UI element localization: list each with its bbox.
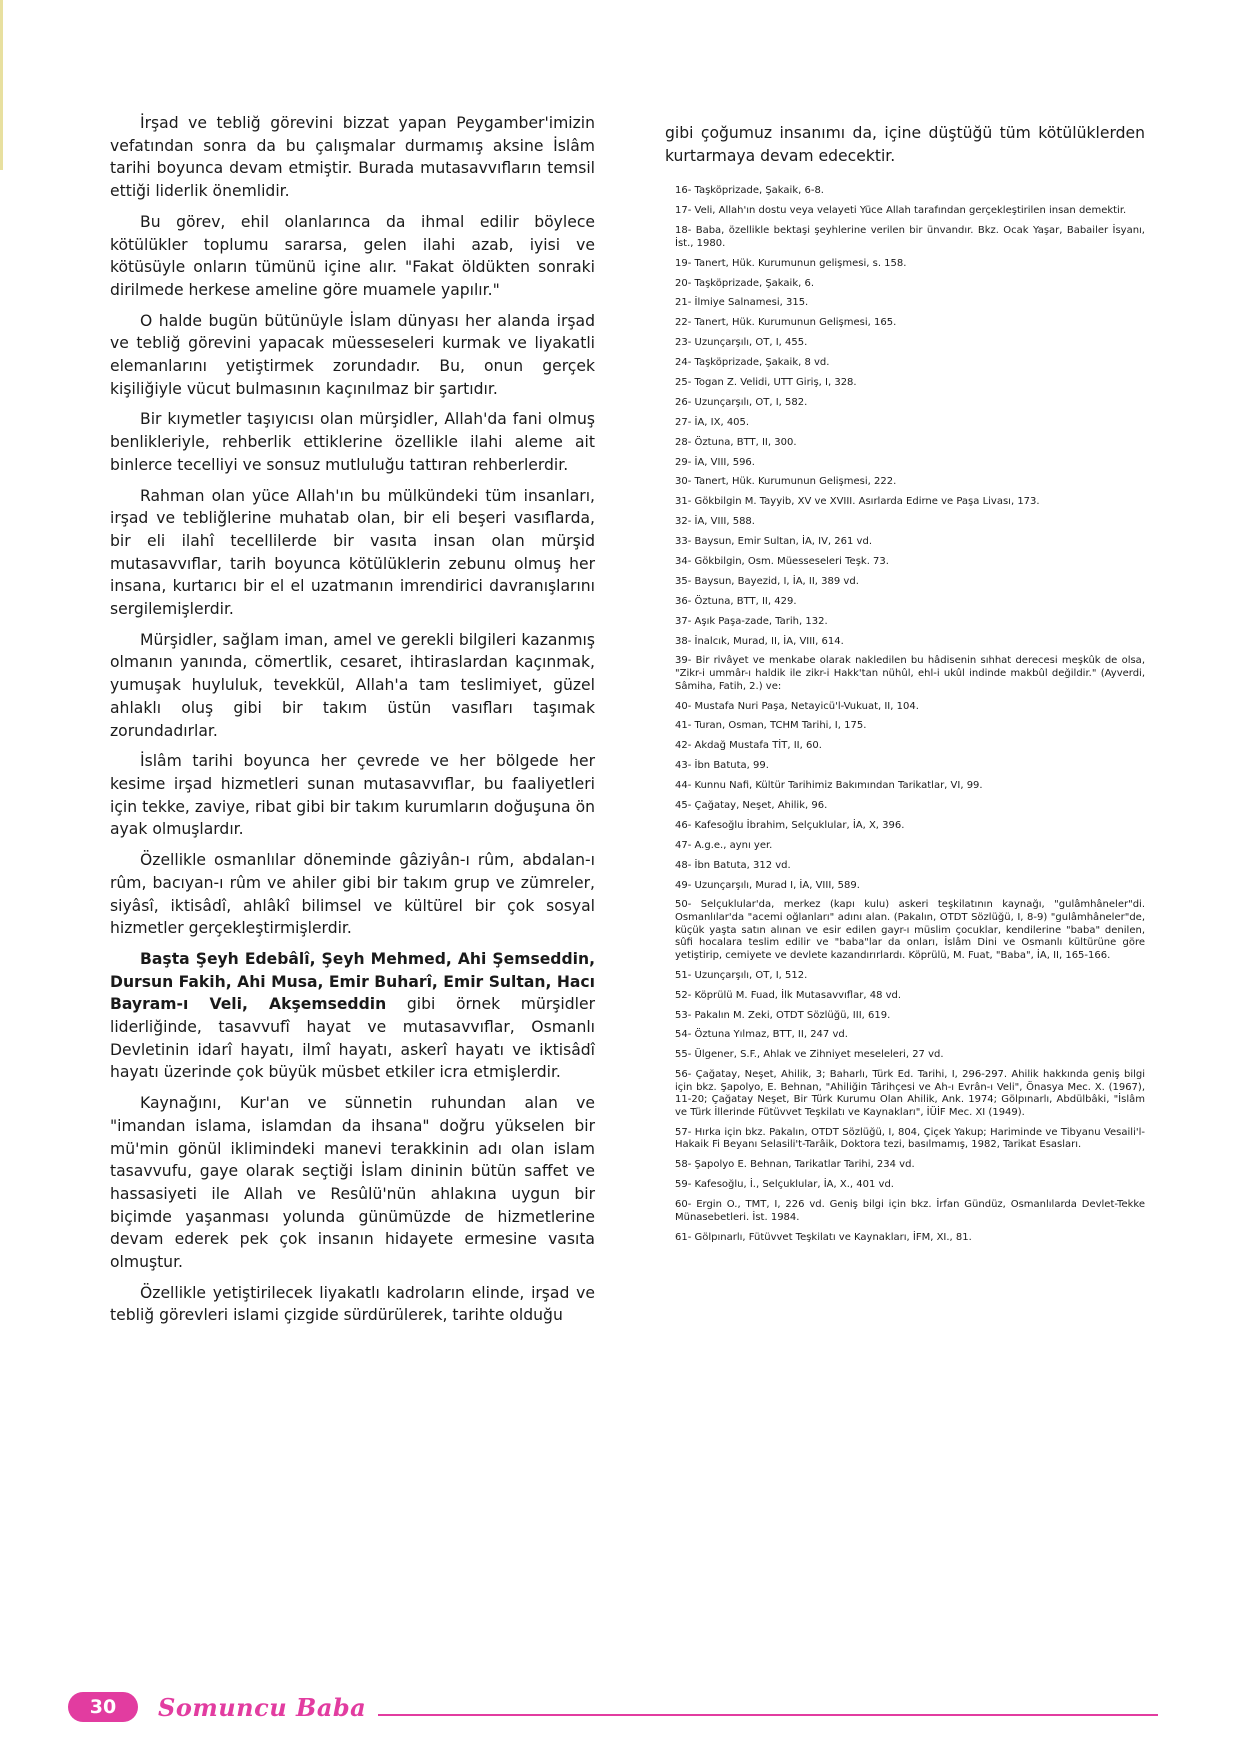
article-paragraph: Mürşidler, sağlam iman, amel ve gerekli bilgileri kazanmış olmanın yanında, cömertlik, cesaret, ihtiraslardan kaçınmak, yumuşak huyluluk, tevekkül, Allah'a tam teslimiyet, güzel ahlaklı oluş gibi bir takım üstün vasıfları taşımak zorundadırlar. (110, 630, 595, 740)
footnote-item: 48- İbn Batuta, 312 vd. (675, 859, 791, 871)
footnote-item: 28- Öztuna, BTT, II, 300. (675, 436, 797, 448)
footnote-item: 20- Taşköprizade, Şakaik, 6. (675, 277, 815, 289)
footnote-item: 52- Köprülü M. Fuad, İlk Mutasavvıflar, 48 vd. (675, 989, 902, 1001)
footnote-item: 59- Kafesoğlu, İ., Selçuklular, İA, X., 401 vd. (675, 1179, 894, 1191)
footnote-item: 32- İA, VIII, 588. (675, 516, 755, 528)
footnote-item: 30- Tanert, Hük. Kurumunun Gelişmesi, 222. (675, 476, 897, 488)
footer-rule (378, 1714, 1158, 1716)
footnote-item: 25- Togan Z. Velidi, UTT Giriş, I, 328. (675, 377, 857, 389)
footnote-item: 55- Ülgener, S.F., Ahlak ve Zihniyet meseleleri, 27 vd. (675, 1049, 944, 1061)
footnote-item: 53- Pakalın M. Zeki, OTDT Sözlüğü, III, 619. (675, 1009, 891, 1021)
footnote-item: 46- Kafesoğlu İbrahim, Selçuklular, İA, X, 396. (675, 819, 905, 831)
article-paragraph: İrşad ve tebliğ görevini bizzat yapan Peygamber'imizin vefatından sonra da bu çalışmalar durmamış aksine İslâm tarihi boyunca devam etmiştir. Burada mutasavvıfların temsil ettiği liderlik önemlidir. (110, 114, 595, 201)
footnote-item: 26- Uzunçarşılı, OT, I, 582. (675, 396, 808, 408)
mursid-names-bold: Başta Şeyh Edebâlî, Şeyh Mehmed, Ahi Şemseddin, Dursun Fakih, Ahi Musa, Emir Buharî, Emir Sultan, Hacı Bayram-ı Veli, Akşemseddin (110, 949, 595, 1014)
footnote-item: 33- Baysun, Emir Sultan, İA, IV, 261 vd. (675, 536, 873, 548)
footnote-item: 50- Selçuklular'da, merkez (kapı kulu) askeri teşkilatının kaynağı, "gulâmhâneler"di. Osmanlılar'da "acemi oğlanları" adını alan. (Pakalın, OTDT Sözlüğü, I, 8-9) "gulâmhâneler"de, küçük yaşta satın alınan ve esir edilen gayr-ı müslim çocuklar, kendilerine "baba" denilen, sûfi hocalara teslim edilir ve "baba"lar da onları, İslâm Dini ve Osmanlı kültürüne göre yetiştirip, cemiyete ve devlete kazandırırlardı. Köprülü, M. Fuat, "Baba", İA, II, 165-166. (675, 899, 1145, 961)
article-paragraph: Bir kıymetler taşıyıcısı olan mürşidler, Allah'da fani olmuş benlikleriyle, rehberlik ettiklerine özellikle ilahi aleme ait binlerce tecelliyi ve sonsuz mutluluğu tattıran rehberlerdir. (110, 410, 595, 474)
footnote-item: 60- Ergin O., TMT, I, 226 vd. Geniş bilgi için bkz. İrfan Gündüz, Osmanlılarda Devlet-Tekke Münasebetleri. İst. 1984. (675, 1199, 1145, 1223)
footnote-item: 49- Uzunçarşılı, Murad I, İA, VIII, 589. (675, 879, 860, 891)
footnote-item: 24- Taşköprizade, Şakaik, 8 vd. (675, 357, 830, 369)
article-paragraph: Bu görev, ehil olanlarınca da ihmal edilir böylece kötülükler toplumu sararsa, gelen ilahi azab, iyisi ve kötüsüyle onların tümünü içine alır. "Fakat öldükten sonraki dirilmede herkese ameline göre muamele yapılır." (110, 212, 595, 299)
footnote-item: 36- Öztuna, BTT, II, 429. (675, 595, 797, 607)
footnote-item: 51- Uzunçarşılı, OT, I, 512. (675, 969, 808, 981)
article-paragraph: İslâm tarihi boyunca her çevrede ve her bölgede her kesime irşad hizmetleri sunan mutasavvıflar, bu faaliyetleri için tekke, zaviye, ribat gibi bir takım kurumların doğuşuna ön ayak olmuşlardır. (110, 752, 595, 839)
footnote-item: 47- A.g.e., aynı yer. (675, 839, 773, 851)
footnote-item: 17- Veli, Allah'ın dostu veya velayeti Yüce Allah tarafından gerçekleştirilen insan demektir. (675, 205, 1127, 217)
article-paragraph-text: gibi örnek mürşidler liderliğinde, tasavvufî hayat ve mutasavvıflar, Osmanlı Devletinin idarî hayatı, ilmî hayatı, askerî hayatı ve iktisâdî hayatı üzerinde çok büyük müsbet etkiler icra etmişlerdir. (110, 995, 595, 1082)
footnote-item: 42- Akdağ Mustafa TİT, II, 60. (675, 740, 822, 752)
footnote-item: 31- Gökbilgin M. Tayyib, XV ve XVIII. Asırlarda Edirne ve Paşa Livası, 173. (675, 496, 1040, 508)
page-number-badge: 30 (68, 1692, 138, 1722)
footnote-item: 16- Taşköprizade, Şakaik, 6-8. (675, 185, 824, 197)
footnote-item: 18- Baba, özellikle bektaşi şeyhlerine verilen bir ünvandır. Bkz. Ocak Yaşar, Babailer İsyanı, İst., 1980. (675, 225, 1145, 249)
footnote-item: 56- Çağatay, Neşet, Ahilik, 3; Baharlı, Türk Ed. Tarihi, I, 296-297. Ahilik hakkında geniş bilgi için bkz. Şapolyo, E. Behnan, "Ahiliğin Târihçesi ve Ah-ı Evrân-ı Veli", Önasya Mec. X. (1967), 11-20; Çağatay Neşet, Bir Türk Kurumu Olan Ahilik, Ank. 1974; Gölpınarlı, Abdülbâki, "İslâm ve Türk İllerinde Fütüvvet Teşkilatı ve Kaynakları", İÜİF Mec. XI (1949). (675, 1069, 1145, 1118)
footnote-item: 23- Uzunçarşılı, OT, I, 455. (675, 337, 808, 349)
footnote-item: 34- Gökbilgin, Osm. Müesseseleri Teşk. 73. (675, 556, 889, 568)
article-left-column (110, 112, 595, 1335)
footnote-item: 38- İnalcık, Murad, II, İA, VIII, 614. (675, 635, 844, 647)
footnote-item: 58- Şapolyo E. Behnan, Tarikatlar Tarihi, 234 vd. (675, 1159, 915, 1171)
article-paragraph: Kaynağını, Kur'an ve sünnetin ruhundan alan ve "imandan islama, islamdan da ihsana" doğru yükselen bir mü'min gönül iklimindeki manevi terakkinin adı olan islam tasavvufu, gaye olarak seçtiği İslam dininin bütün saffet ve hassasiyeti ile Allah ve Resûlü'nün ahlakına uygun bir biçimde yaşanması yolunda günümüzde de hizmetlerine devam ederek pek çok insanın hidayete ermesine vasıta olmuştur. (110, 1094, 595, 1272)
footnote-item: 19- Tanert, Hük. Kurumunun gelişmesi, s. 158. (675, 257, 907, 269)
footnote-item: 45- Çağatay, Neşet, Ahilik, 96. (675, 800, 828, 812)
article-paragraph: Özellikle yetiştirilecek liyakatlı kadroların elinde, irşad ve tebliğ görevleri islami çizgide sürdürülerek, tarihte olduğu (110, 1283, 595, 1325)
article-paragraph: Rahman olan yüce Allah'ın bu mülkündeki tüm insanları, irşad ve tebliğlerine muhatab olan, bir eli beşeri vasıflarda, bir eli ilahî tecellilerde bir vasıta insan olan mürşid mutasavvıflar, tarih boyunca kötülüklerin zebunu olmuş her insana, kurtarıcı bir el el uzatmanın imrendirici davranışlarını sergilemişlerdir. (110, 486, 595, 619)
footnote-item: 27- İA, IX, 405. (675, 416, 750, 428)
page-footer (68, 1690, 1158, 1724)
footnote-item: 61- Gölpınarlı, Fütüvvet Teşkilatı ve Kaynakları, İFM, XI., 81. (675, 1231, 972, 1243)
magazine-title: Somuncu Baba (158, 1693, 367, 1722)
footnote-item: 43- İbn Batuta, 99. (675, 760, 769, 772)
article-paragraph: O halde bugün bütünüyle İslam dünyası her alanda irşad ve tebliğ görevini yapacak müesseseleri kurmak ve liyakatli elemanlarını yetiştirmek zorundadır. Bu, onun gerçek kişiliğiyle vücut bulmasının kaçınılmaz bir şartıdır. (110, 311, 595, 398)
article-paragraph (110, 948, 595, 1084)
footnote-item: 44- Kunnu Nafi, Kültür Tarihimiz Bakımından Tarikatlar, VI, 99. (675, 780, 983, 792)
footnote-item: 22- Tanert, Hük. Kurumunun Gelişmesi, 165. (675, 317, 897, 329)
footnote-item: 37- Aşık Paşa-zade, Tarih, 132. (675, 615, 828, 627)
article-paragraph: Özellikle osmanlılar döneminde gâziyân-ı rûm, abdalan-ı rûm, bacıyan-ı rûm ve ahiler gibi bir takım grup ve zümreler, siyâsî, iktisâdî, ahlâkî bilimsel ve kültürel bir çok sosyal hizmetler gerçekleştirmişlerdir. (110, 851, 595, 938)
article-right-column (665, 122, 1145, 1252)
article-paragraph-continued: gibi çoğumuz insanımı da, içine düştüğü tüm kötülüklerden kurtarmaya devam edecektir. (665, 124, 1145, 165)
footnote-item: 41- Turan, Osman, TCHM Tarihi, I, 175. (675, 720, 867, 732)
footnote-item: 57- Hırka için bkz. Pakalın, OTDT Sözlüğü, I, 804, Çiçek Yakup; Hariminde ve Tibyanu Vesaili'l-Hakaik Fi Beyanı Selasili't-Tarâik, Doktora tezi, basılmamış, 1982, Tarikat Esasları. (675, 1126, 1145, 1151)
footnotes-list (665, 185, 1145, 1244)
footnote-item: 40- Mustafa Nuri Paşa, Netayicü'l-Vukuat, II, 104. (675, 700, 919, 712)
footnote-item: 39- Bir rivâyet ve menkabe olarak nakledilen bu hâdisenin sıhhat derecesi meşkûk de olsa, "Zikr-i ummâr-ı haldik ile zikr-i Hakk'tan nühûl, ehl-i ukûl indinde makbûl değildir." (Ayverdi, Sâmiha, Fatih, 2.) ve: (675, 655, 1145, 692)
footnote-item: 54- Öztuna Yılmaz, BTT, II, 247 vd. (675, 1029, 848, 1041)
footnote-item: 29- İA, VIII, 596. (675, 456, 755, 468)
footnote-item: 21- İlmiye Salnamesi, 315. (675, 297, 809, 309)
page-edge-mark (0, 0, 3, 170)
footnote-item: 35- Baysun, Bayezid, I, İA, II, 389 vd. (675, 575, 859, 587)
